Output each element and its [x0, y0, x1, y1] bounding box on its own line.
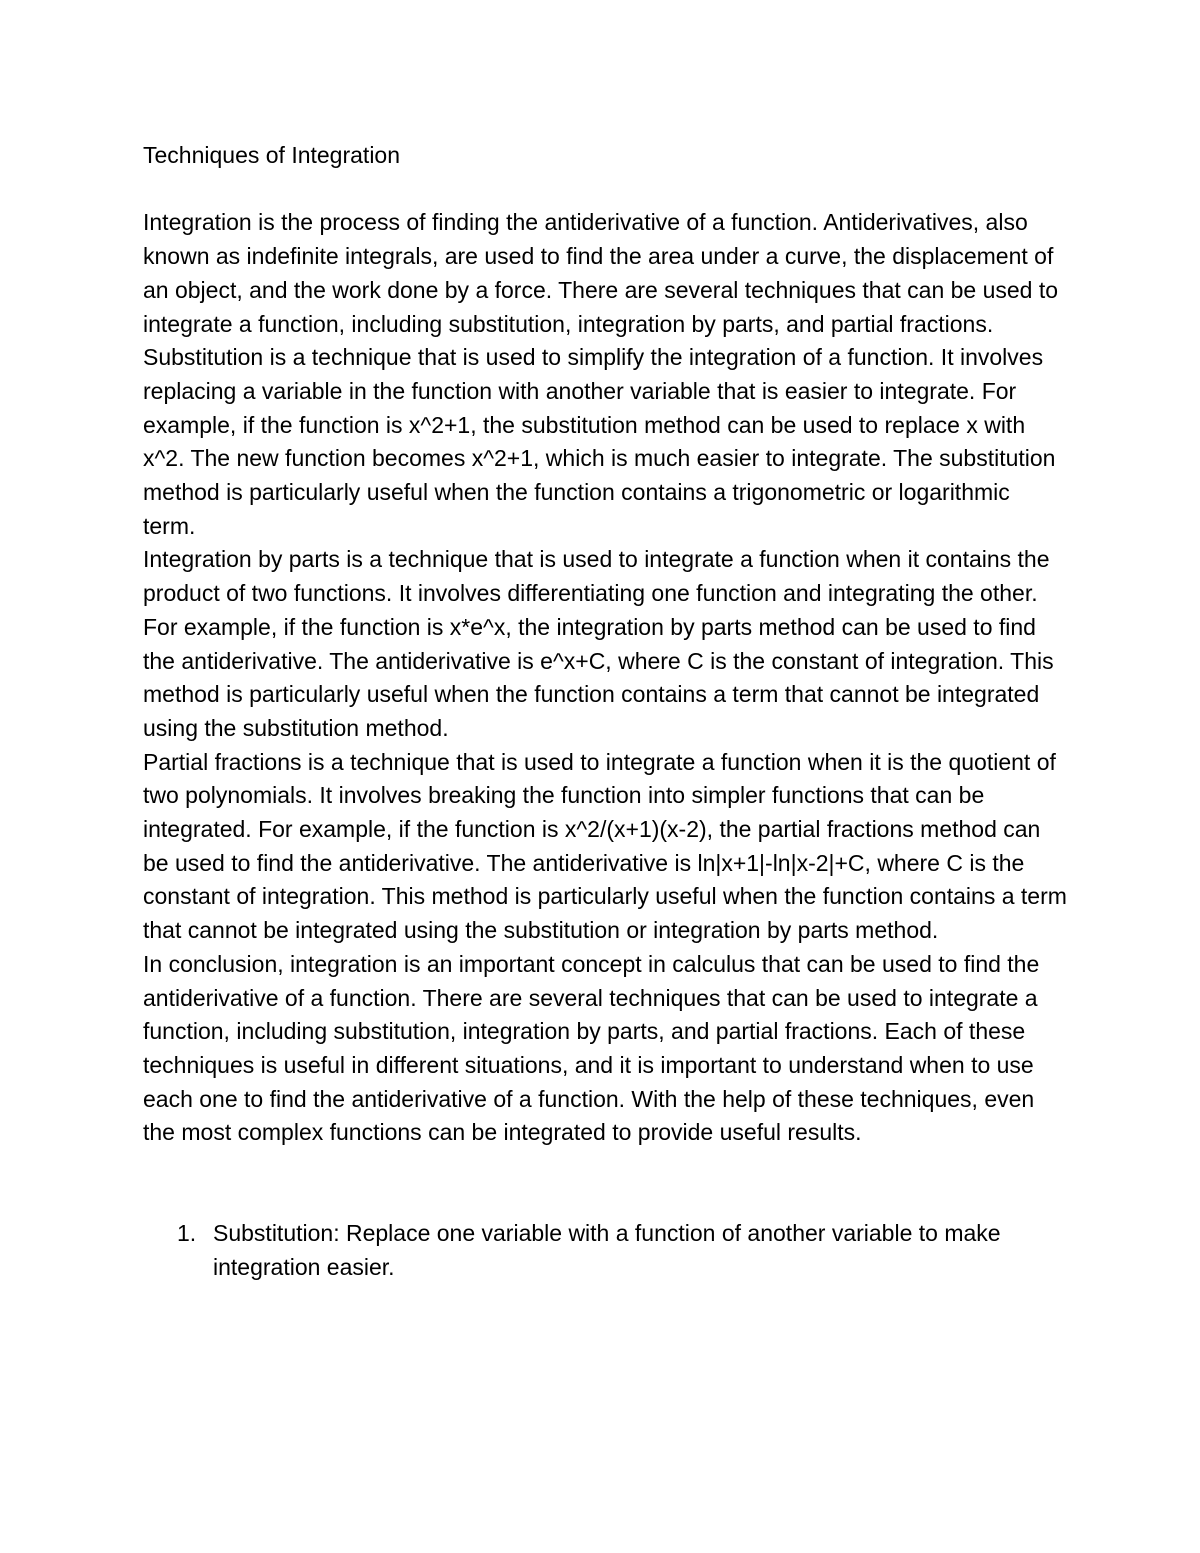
paragraph-introduction: Integration is the process of finding the antiderivative of a function. Antiderivatives, also known as indefinite integrals, are used to find the area under a curve, the displacement of an object, and the work done by a force. There are several techniques that can be used to integrate a function, including substitution, integration by parts, and partial fractions.: [143, 209, 1059, 337]
paragraph-integration-by-parts: Integration by parts is a technique that is used to integrate a function when it contains the product of two functions. It involves differentiating one function and integrating the other. For example, if the function is x*e^x, the integration by parts method can be used to find the antiderivative. The antiderivative is e^x+C, where C is the constant of integration. This method is particularly useful when the function contains a term that cannot be integrated using the substitution method.: [143, 546, 1054, 741]
list-item-text: Substitution: Replace one variable with a function of another variable to make integration easier.: [213, 1220, 1001, 1280]
list-item-number: 1.: [177, 1220, 197, 1247]
document-body: [143, 139, 1068, 1284]
paragraph-substitution: Substitution is a technique that is used to simplify the integration of a function. It involves replacing a variable in the function with another variable that is easier to integrate. For example, if the function is x^2+1, the substitution method can be used to replace x with x^2. The new function becomes x^2+1, which is much easier to integrate. The substitution method is particularly useful when the function contains a trigonometric or logarithmic term.: [143, 344, 1056, 539]
paragraph-partial-fractions: Partial fractions is a technique that is used to integrate a function when it is the quotient of two polynomials. It involves breaking the function into simpler functions that can be integrated. For example, if the function is x^2/(x+1)(x-2), the partial fractions method can be used to find the antiderivative. The antiderivative is ln|x+1|-ln|x-2|+C, where C is the constant of integration. This method is particularly useful when the function contains a term that cannot be integrated using the substitution or integration by parts method.: [143, 748, 1067, 944]
paragraph-conclusion: In conclusion, integration is an important concept in calculus that can be used to find the antiderivative of a function. There are several techniques that can be used to integrate a function, including substitution, integration by parts, and partial fractions. Each of these techniques is useful in different situations, and it is important to understand when to use each one to find the antiderivative of a function. With the help of these techniques, even the most complex functions can be integrated to provide useful results.: [143, 950, 1040, 1146]
numbered-list: [143, 1217, 1068, 1284]
list-item: [177, 1217, 1068, 1284]
document-title: Techniques of Integration: [143, 142, 401, 168]
